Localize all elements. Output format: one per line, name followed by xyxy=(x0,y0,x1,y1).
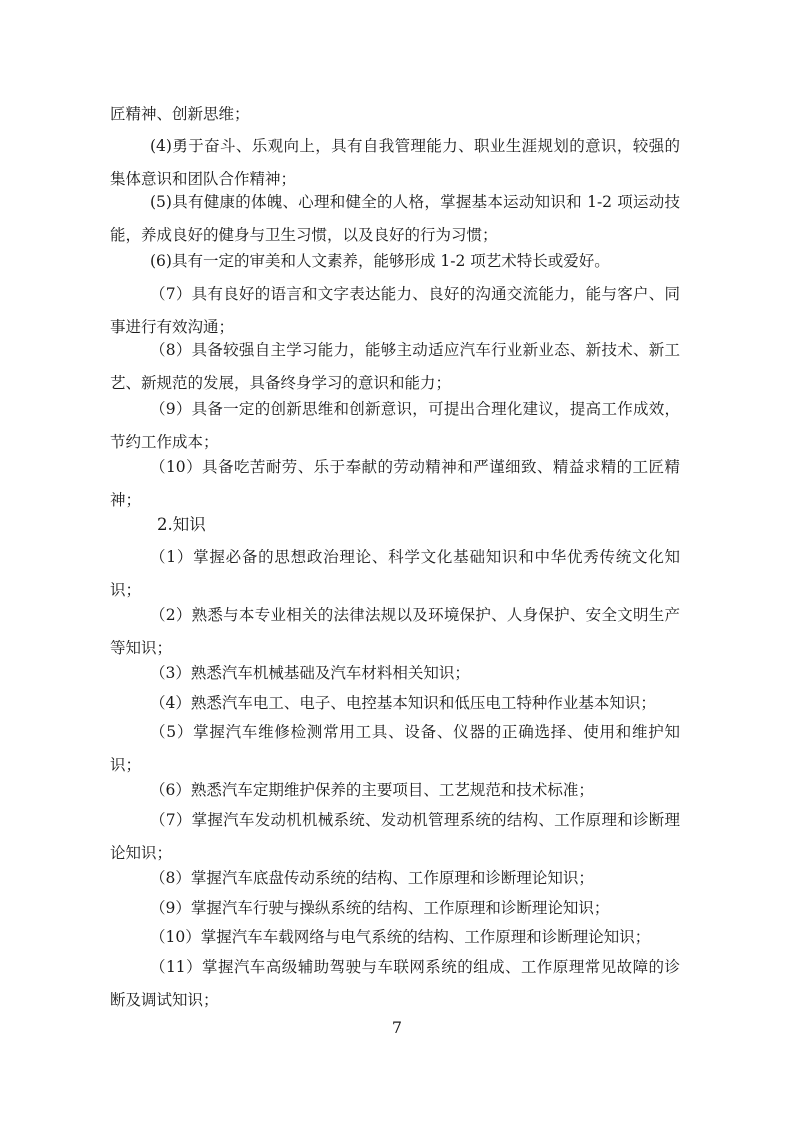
paragraph-item-6: (6)具有一定的审美和人文素养，能够形成 1-2 项艺术特长或爱好。 xyxy=(150,252,610,270)
section-heading-knowledge: 2.知识 xyxy=(157,515,206,534)
knowledge-item-10: （10）掌握汽车车载网络与电气系统的结构、工作原理和诊断理论知识； xyxy=(150,928,651,946)
paragraph-item-4: (4)勇于奋斗、乐观向上，具有自我管理能力、职业生涯规划的意识，较强的集体意识和团队合作精神； xyxy=(110,137,680,188)
paragraph-item-9: （9）具备一定的创新思维和创新意识，可提出合理化建议，提高工作成效，节约工作成本； xyxy=(110,400,680,451)
paragraph-item-7: （7）具有良好的语言和文字表达能力、良好的沟通交流能力，能与客户、同事进行有效沟通； xyxy=(110,285,680,336)
page-number: 7 xyxy=(391,1018,403,1037)
paragraph-item-10: （10）具备吃苦耐劳、乐于奉献的劳动精神和严谨细致、精益求精的工匠精神； xyxy=(110,458,680,509)
knowledge-item-7: （7）掌握汽车发动机机械系统、发动机管理系统的结构、工作原理和诊断理论知识； xyxy=(110,811,680,862)
knowledge-item-1: （1）掌握必备的思想政治理论、科学文化基础知识和中华优秀传统文化知识； xyxy=(110,548,680,599)
knowledge-item-11: （11）掌握汽车高级辅助驾驶与车联网系统的组成、工作原理常见故障的诊断及调试知识； xyxy=(110,958,680,1009)
knowledge-item-8: （8）掌握汽车底盘传动系统的结构、工作原理和诊断理论知识； xyxy=(150,869,594,887)
paragraph-item-8: （8）具备较强自主学习能力，能够主动适应汽车行业新业态、新技术、新工艺、新规范的发展，具备终身学习的意识和能力； xyxy=(110,341,680,392)
knowledge-item-4: （4）熟悉汽车电工、电子、电控基本知识和低压电工特种作业基本知识； xyxy=(150,694,656,712)
knowledge-item-5: （5）掌握汽车维修检测常用工具、设备、仪器的正确选择、使用和维护知识； xyxy=(110,723,680,774)
knowledge-item-3: （3）熟悉汽车机械基础及汽车材料相关知识； xyxy=(150,664,470,682)
knowledge-item-6: （6）熟悉汽车定期维护保养的主要项目、工艺规范和技术标准； xyxy=(150,781,594,799)
knowledge-item-9: （9）掌握汽车行驶与操纵系统的结构、工作原理和诊断理论知识； xyxy=(150,899,610,917)
knowledge-item-2: （2）熟悉与本专业相关的法律法规以及环境保护、人身保护、安全文明生产等知识； xyxy=(110,606,680,657)
paragraph-item-5: (5)具有健康的体魄、心理和健全的人格，掌握基本运动知识和 1-2 项运动技能，养成良好的健身与卫生习惯，以及良好的行为习惯； xyxy=(110,193,680,244)
paragraph-continuation: 匠精神、创新思维； xyxy=(110,105,250,123)
